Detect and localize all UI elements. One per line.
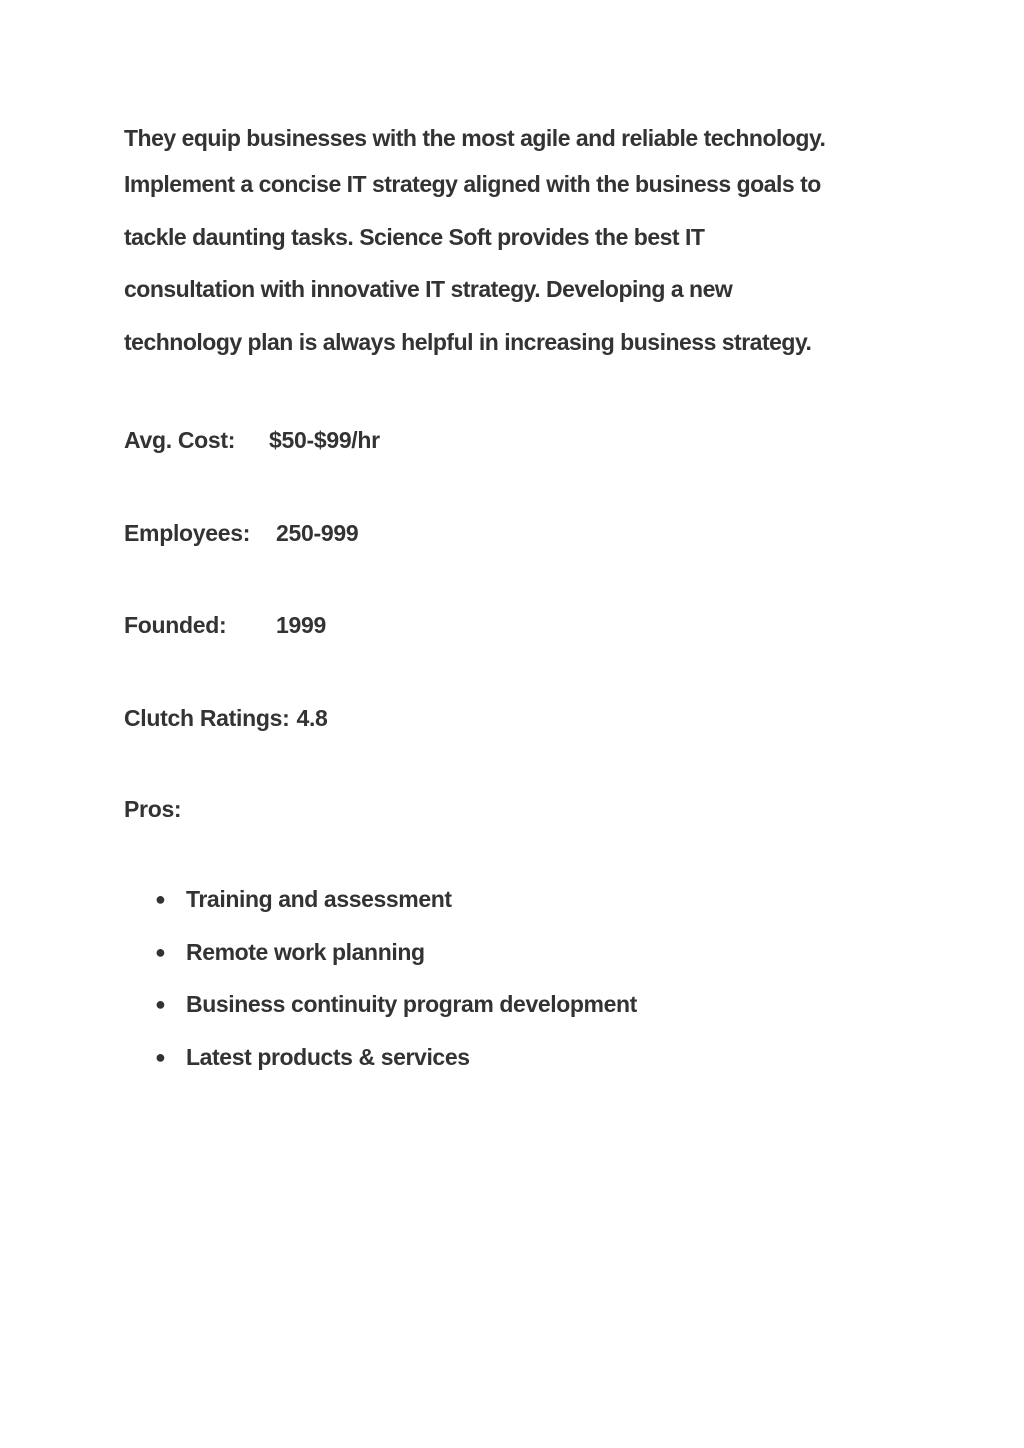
pros-item-text: Remote work planning [186,938,425,965]
bullet-icon: ● [155,1046,166,1067]
clutch-ratings-row [124,703,328,733]
clutch-ratings-value: 4.8 [296,705,328,731]
pros-heading: Pros: [124,796,182,822]
bullet-icon: ● [155,941,166,962]
list-item [155,882,637,935]
list-item [155,935,637,988]
pros-item-text: Business continuity program development [186,991,637,1017]
bullet-icon: ● [155,994,166,1014]
bullet-icon: ● [155,889,166,909]
clutch-ratings-label: Clutch Ratings: [124,705,290,731]
founded-row [124,610,326,640]
founded-label: Founded: [124,612,227,638]
pros-list [155,882,637,1092]
intro-line: Implement a concise IT strategy aligned with the business goals to [124,171,821,197]
avg-cost-row [124,425,380,455]
intro-paragraph [124,118,914,374]
employees-label: Employees: [124,520,251,546]
avg-cost-label: Avg. Cost: [124,427,236,453]
avg-cost-value: $50-$99/hr [269,427,380,453]
employees-row [124,518,358,548]
founded-value: 1999 [276,612,326,638]
intro-line: consultation with innovative IT strategy. Developing a new [124,276,733,302]
intro-line: technology plan is always helpful in increasing business strategy. [124,328,812,355]
intro-line: tackle daunting tasks. Science Soft provides the best IT [124,223,705,250]
list-item [155,1040,637,1093]
pros-item-text: Latest products & services [186,1043,470,1070]
list-item [155,987,637,1040]
employees-value: 250-999 [276,520,359,546]
intro-line: They equip businesses with the most agile and reliable technology. [124,125,826,151]
pros-item-text: Training and assessment [186,886,452,912]
